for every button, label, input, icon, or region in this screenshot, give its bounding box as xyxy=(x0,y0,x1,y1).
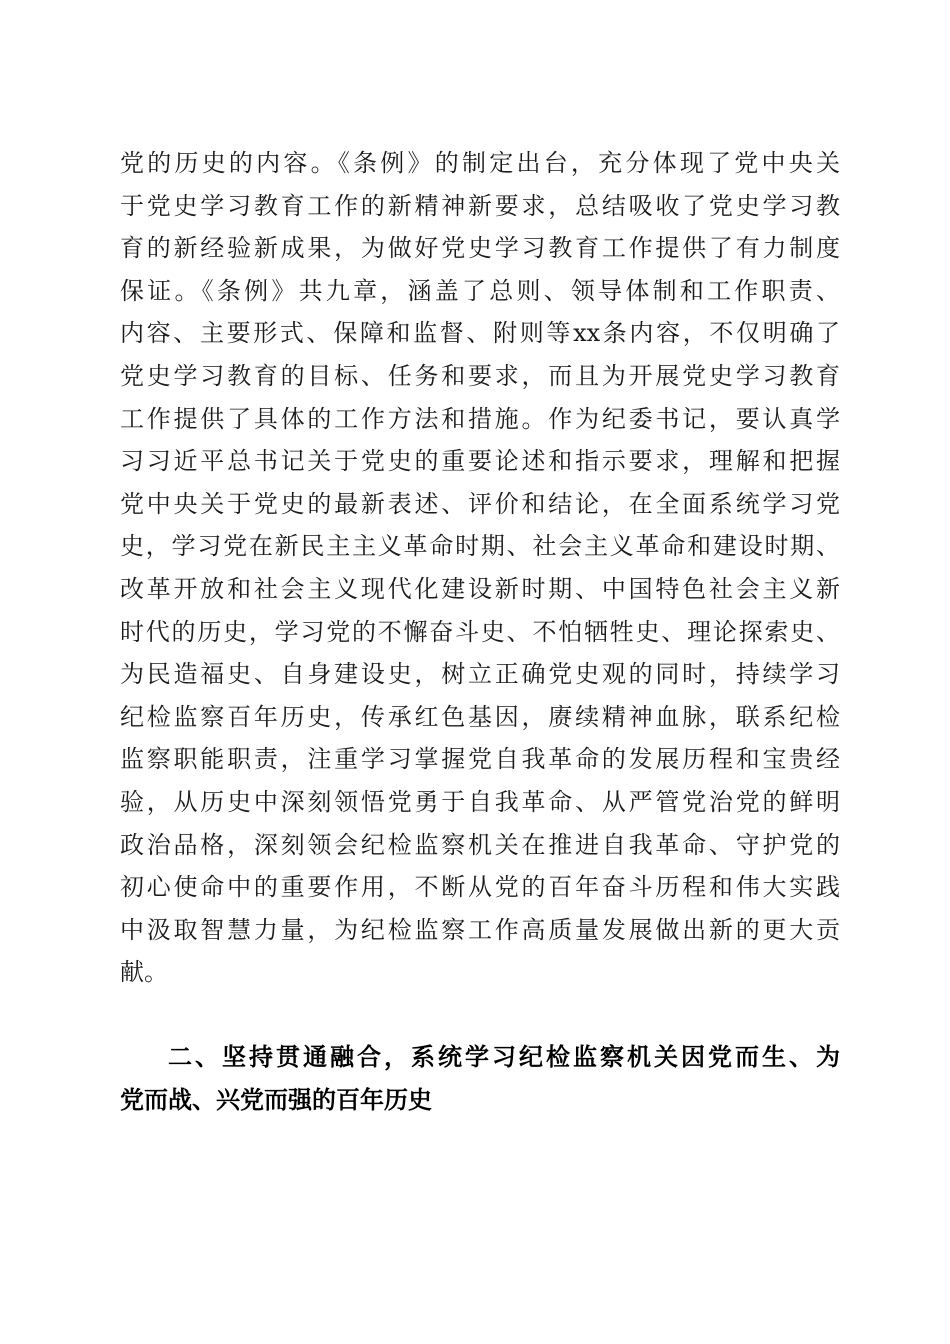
paragraph-line: 党的历史的内容。《条例》的制定出台，充分体现了党中央关 xyxy=(120,149,840,177)
paragraph-line: 政治品格，深刻领会纪检监察机关在推进自我革命、守护党的 xyxy=(120,830,840,859)
body-paragraph xyxy=(120,142,840,994)
section-heading xyxy=(120,1036,840,1121)
paragraph-line-last: 献。 xyxy=(120,958,168,987)
paragraph-line: 史，学习党在新民主主义革命时期、社会主义革命和建设时期、 xyxy=(120,532,840,561)
paragraph-line: 习习近平总书记关于党史的重要论述和指示要求，理解和把握 xyxy=(120,447,840,476)
paragraph-line: 工作提供了具体的工作方法和措施。作为纪委书记，要认真学 xyxy=(120,404,840,433)
paragraph-line: 育的新经验新成果，为做好党史学习教育工作提供了有力制度 xyxy=(120,234,840,263)
heading-line-last: 党而战、兴党而强的百年历史 xyxy=(120,1085,432,1114)
paragraph-line: 初心使命中的重要作用，不断从党的百年奋斗历程和伟大实践 xyxy=(120,873,840,902)
paragraph-line: 监察职能职责，注重学习掌握党自我革命的发展历程和宝贵经 xyxy=(120,745,840,774)
paragraph-line: 时代的历史，学习党的不懈奋斗史、不怕牺牲史、理论探索史、 xyxy=(120,617,840,646)
paragraph-line: 为民造福史、自身建设史，树立正确党史观的同时，持续学习 xyxy=(120,660,840,689)
paragraph-line: 于党史学习教育工作的新精神新要求，总结吸收了党史学习教 xyxy=(120,191,840,220)
paragraph-line: 中汲取智慧力量，为纪检监察工作高质量发展做出新的更大贡 xyxy=(120,915,840,944)
paragraph-line: 内容、主要形式、保障和监督、附则等xx条内容，不仅明确了 xyxy=(120,319,840,348)
paragraph-line: 党中央关于党史的最新表述、评价和结论，在全面系统学习党 xyxy=(120,489,840,518)
heading-line: 二、坚持贯通融合，系统学习纪检监察机关因党而生、为 xyxy=(168,1043,840,1071)
paragraph-line: 纪检监察百年历史，传承红色基因，赓续精神血脉，联系纪检 xyxy=(120,702,840,731)
paragraph-line: 党史学习教育的目标、任务和要求，而且为开展党史学习教育 xyxy=(120,361,840,390)
paragraph-line: 改革开放和社会主义现代化建设新时期、中国特色社会主义新 xyxy=(120,574,840,603)
paragraph-line: 保证。《条例》共九章，涵盖了总则、领导体制和工作职责、 xyxy=(120,276,840,305)
paragraph-line: 验，从历史中深刻领悟党勇于自我革命、从严管党治党的鲜明 xyxy=(120,787,840,816)
